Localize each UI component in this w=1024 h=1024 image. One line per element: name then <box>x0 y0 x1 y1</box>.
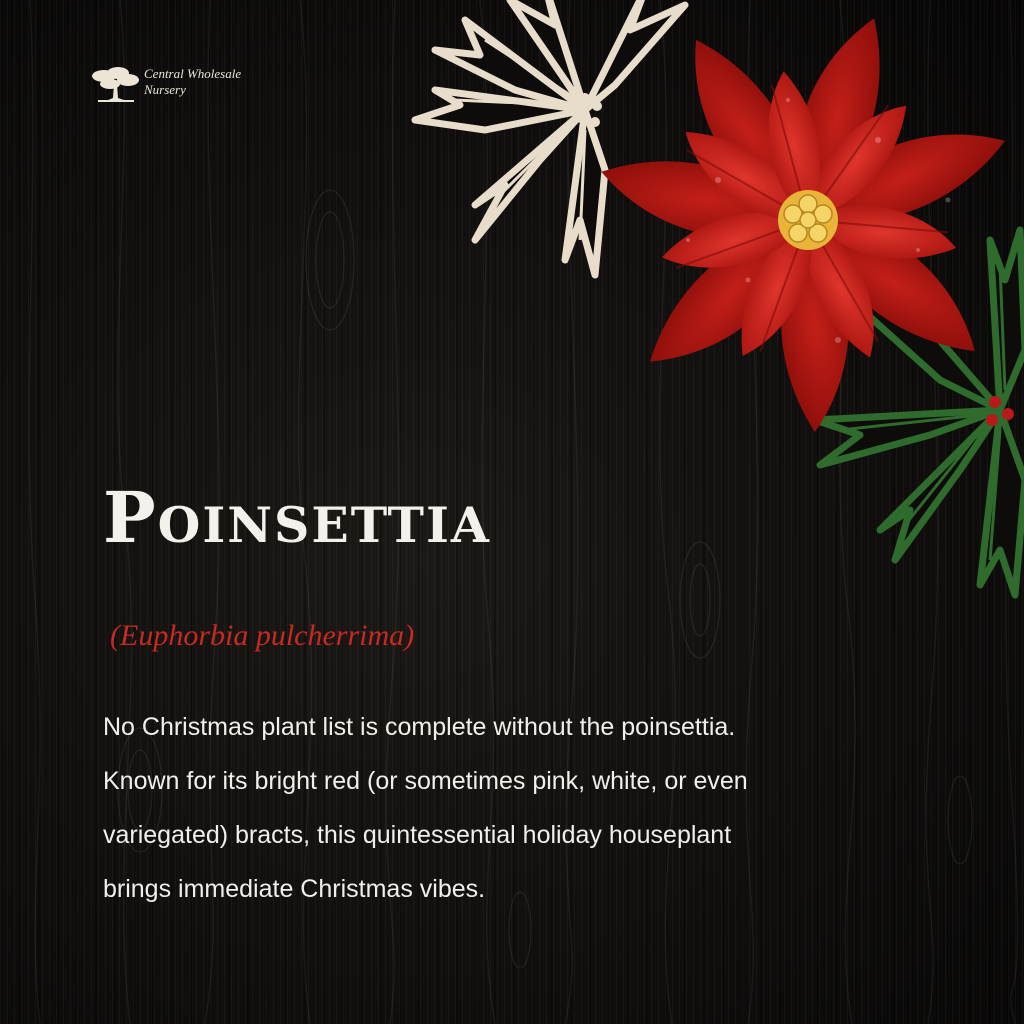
flower-center <box>778 190 838 250</box>
description-text: No Christmas plant list is complete without the poinsettia. Known for its bright red (or sometimes pink, white, or even variegated) bracts, this quintessential holiday houseplant brings immediate Christmas vibes. <box>103 713 748 903</box>
scientific-name: (Euphorbia pulcherrima) <box>110 619 415 652</box>
brand-name-line2: Nursery <box>144 82 186 97</box>
brand-name-line1: Central Wholesale <box>144 66 242 81</box>
page-title: Poinsettia <box>103 476 491 559</box>
cream-poinsettia <box>415 0 685 275</box>
